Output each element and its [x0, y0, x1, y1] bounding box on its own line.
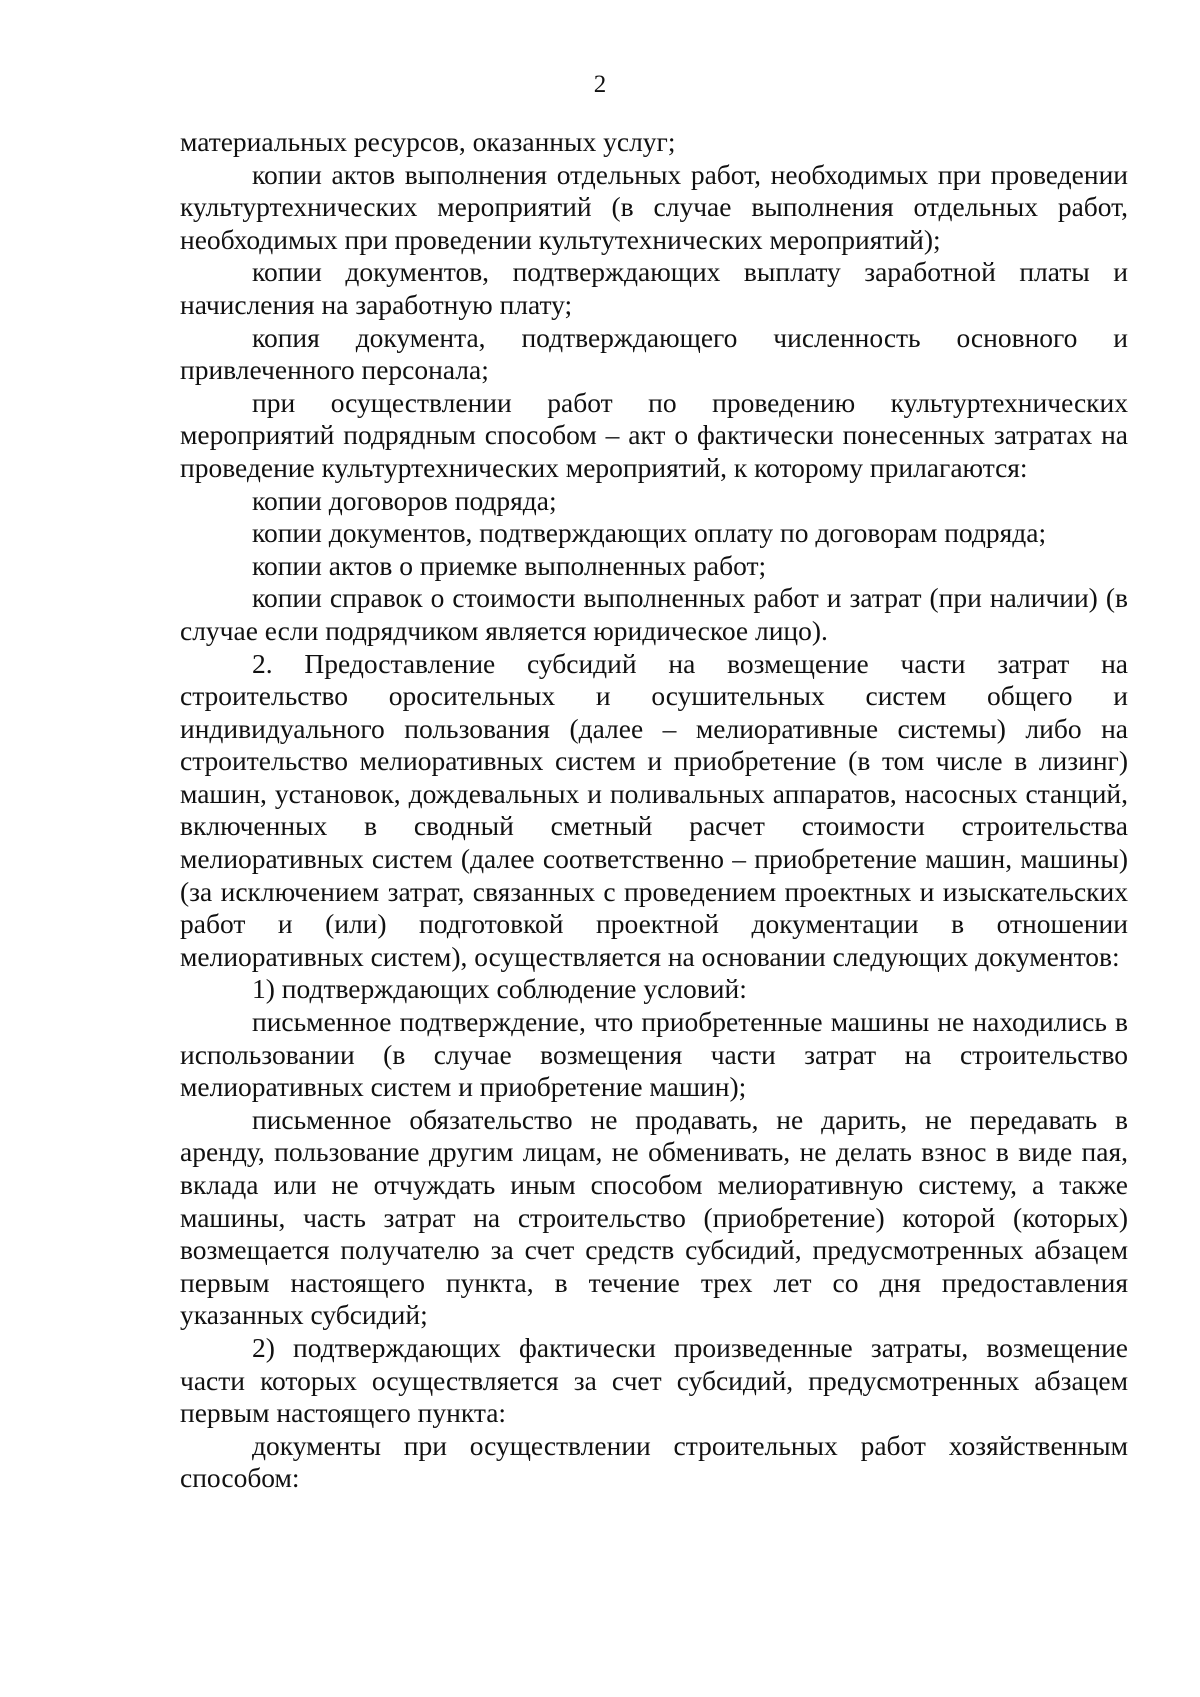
paragraph: 2) подтверждающих фактически произведенные затраты, возмещение части которых осуществляется за счет субсидий, предусмотренных абзацем первым настоящего пункта: [180, 1331, 1128, 1429]
paragraph: копии справок о стоимости выполненных работ и затрат (при наличии) (в случае если подрядчиком является юридическое лицо). [180, 582, 1128, 646]
paragraph: 2. Предоставление субсидий на возмещение части затрат на строительство оросительных и осушительных систем общего и индивидуального пользования (далее – мелиоративные системы) либо на строительство мелиоративных систем и приобретение (в том числе в лизинг) машин, установок, дождевальных и поливальных аппаратов, насосных станций, включенных в сводный сметный расчет стоимости строительства мелиоративных систем (далее соответственно – приобретение машин, машины) (за исключением затрат, связанных с проведением проектных и изыскательских работ и (или) подготовкой проектной документации в отношении мелиоративных систем), осуществляется на основании следующих документов: [180, 647, 1128, 972]
paragraph: 1) подтверждающих соблюдение условий: [252, 973, 747, 1005]
paragraph: копии актов выполнения отдельных работ, необходимых при проведении культуртехнических мероприятий (в случае выполнения отдельных работ, необходимых при проведении культутехнических мероприятий); [180, 158, 1128, 255]
paragraph: копии документов, подтверждающих выплату заработной платы и начисления на заработную плату; [180, 256, 1128, 320]
paragraph: письменное обязательство не продавать, не дарить, не передавать в аренду, пользование другим лицам, не обменивать, не делать взнос в виде пая, вклада или не отчуждать иным способом мелиоративную систему, а также машины, часть затрат на строительство (приобретение) которой (которых) возмещается получателю за счет средств субсидий, предусмотренных абзацем первым настоящего пункта, в течение трех лет со дня предоставления указанных субсидий; [180, 1103, 1128, 1331]
paragraph: копии документов, подтверждающих оплату по договорам подряда; [252, 517, 1047, 549]
paragraph: письменное подтверждение, что приобретенные машины не находились в использовании (в случае возмещения части затрат на строительство мелиоративных систем и приобретение машин); [180, 1006, 1128, 1103]
paragraph: документы при осуществлении строительных работ хозяйственным способом: [180, 1429, 1128, 1494]
page-number: 2 [593, 71, 607, 98]
document-body [180, 126, 1128, 1495]
paragraph: материальных ресурсов, оказанных услуг; [180, 126, 676, 157]
paragraph: копии договоров подряда; [252, 484, 557, 516]
paragraph: копии актов о приемке выполненных работ; [252, 549, 767, 581]
paragraph: копия документа, подтверждающего численность основного и привлеченного персонала; [180, 321, 1128, 386]
paragraph: при осуществлении работ по проведению культуртехнических мероприятий подрядным способом – акт о фактически понесенных затратах на проведение культуртехнических мероприятий, к которому прилагаются: [180, 386, 1128, 483]
